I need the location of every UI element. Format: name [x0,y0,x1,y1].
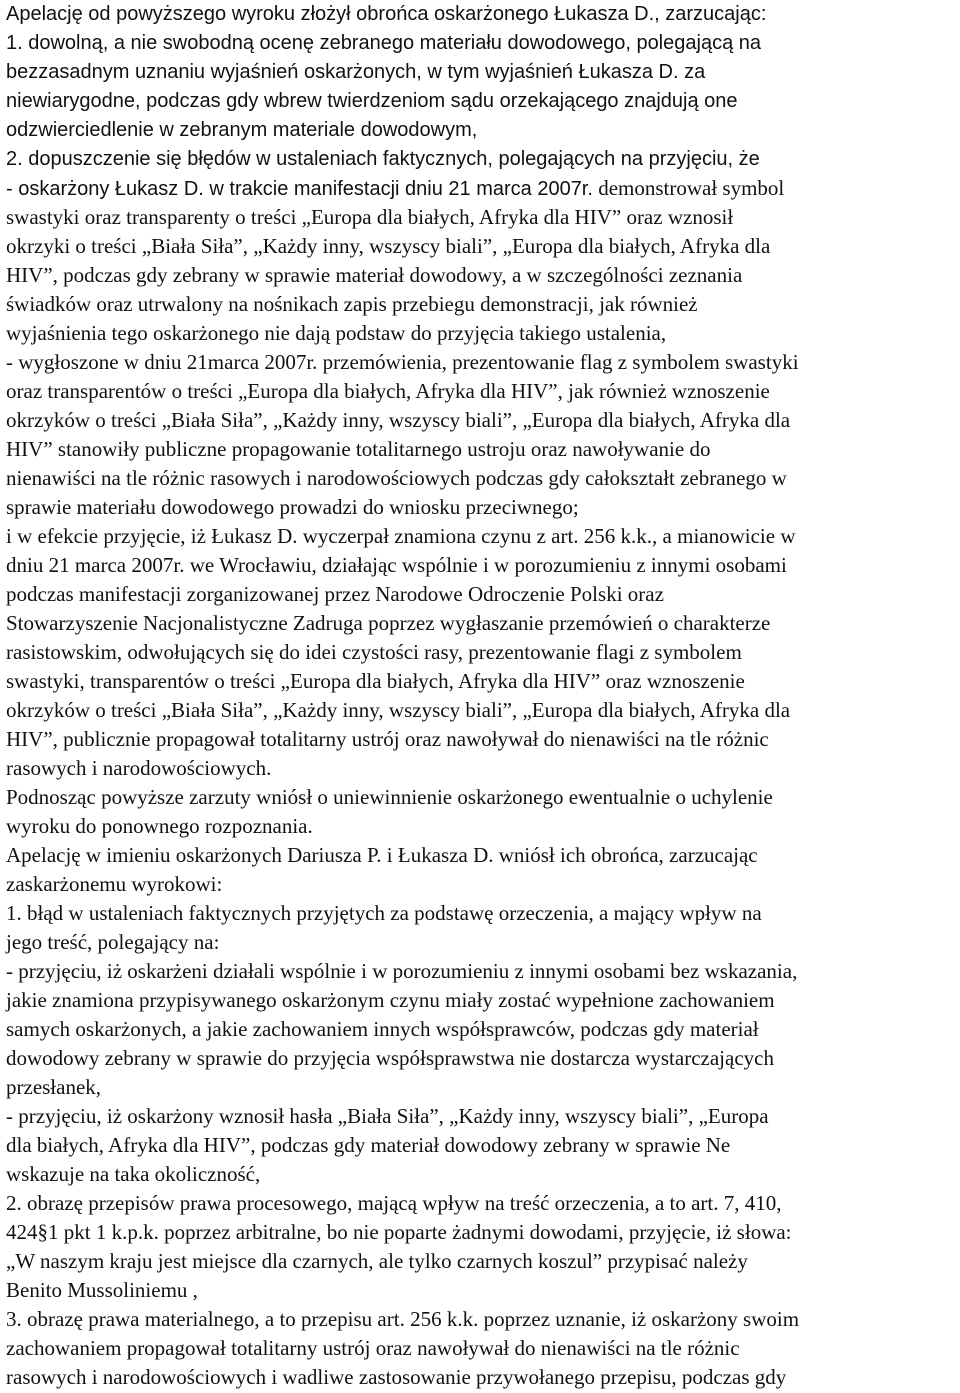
text-line: zaskarżonemu wyrokowi: [6,872,223,896]
text-line: dniu 21 marca 2007r. we Wrocławiu, działając wspólnie i w porozumieniu z innymi osobami [6,553,787,577]
text-line: dla białych, Afryka dla HIV”, podczas gdy materiał dowodowy zebrany w sprawie Ne [6,1133,731,1157]
text-line: okrzyki o treści „Biała Siła”, „Każdy inny, wszyscy biali”, „Europa dla białych, Afryka dla [6,234,771,258]
text-segment: - oskarżony Łukasz D. w trakcie manifestacji dniu 21 marca 2007r. [6,178,593,200]
text-line: 2. dopuszczenie się błędów w ustaleniach faktycznych, polegających na przyjęciu, że [6,148,760,170]
text-line: swastyki oraz transparenty o treści „Europa dla białych, Afryka dla HIV” oraz wznosił [6,205,734,229]
text-line: 2. obrazę przepisów prawa procesowego, mającą wpływ na treść orzeczenia, a to art. 7, 410, [6,1191,782,1215]
text-line: rasistowskim, odwołujących się do idei czystości rasy, prezentowanie flagi z symbolem [6,640,742,664]
text-line-mixed [6,174,960,203]
text-line: wskazuje na taka okoliczność, [6,1162,261,1186]
text-line: HIV” stanowiły publiczne propagowanie totalitarnego ustroju oraz nawoływanie do [6,437,711,461]
text-line: sprawie materiału dowodowego prowadzi do wniosku przeciwnego; [6,495,579,519]
text-line: HIV”, publicznie propagował totalitarny ustrój oraz nawoływał do nienawiści na tle różnic [6,727,769,751]
text-line: - wygłoszone w dniu 21marca 2007r. przemówienia, prezentowanie flag z symbolem swastyki [6,350,799,374]
text-line: Stowarzyszenie Nacjonalistyczne Zadruga poprzez wygłaszanie przemówień o charakterze [6,611,771,635]
text-line: 424§1 pkt 1 k.p.k. poprzez arbitralne, bo nie poparte żadnymi dowodami, przyjęcie, iż słowa: [6,1220,792,1244]
text-line: Podnosząc powyższe zarzuty wniósł o uniewinnienie oskarżonego ewentualnie o uchylenie [6,785,773,809]
text-line: i w efekcie przyjęcie, iż Łukasz D. wyczerpał znamiona czynu z art. 256 k.k., a mianowicie w [6,524,796,548]
text-line: okrzyków o treści „Biała Siła”, „Każdy inny, wszyscy biali”, „Europa dla białych, Afryka dla [6,408,791,432]
text-segment: demonstrował symbol [592,176,785,200]
text-line: odzwierciedlenie w zebranym materiale dowodowym, [6,119,478,141]
text-line: bezzasadnym uznaniu wyjaśnień oskarżonych, w tym wyjaśnień Łukasza D. za [6,61,706,83]
text-line: wyroku do ponownego rozpoznania. [6,814,313,838]
text-line: „W naszym kraju jest miejsce dla czarnych, ale tylko czarnych koszul” przypisać należy [6,1249,748,1273]
text-line: 1. błąd w ustaleniach faktycznych przyjętych za podstawę orzeczenia, a mający wpływ na [6,901,762,925]
text-line: 3. obrazę prawa materialnego, a to przepisu art. 256 k.k. poprzez uznanie, iż oskarżony swoim [6,1307,800,1331]
text-line: wyjaśnienia tego oskarżonego nie dają podstaw do przyjęcia takiego ustalenia, [6,321,667,345]
text-line: 1. dowolną, a nie swobodną ocenę zebranego materiału dowodowego, polegającą na [6,32,761,54]
text-line: rasowych i narodowościowych i wadliwe zastosowanie przywołanego przepisu, podczas gdy [6,1365,787,1389]
text-line: rasowych i narodowościowych. [6,756,272,780]
text-line: świadków oraz utrwalony na nośnikach zapis przebiegu demonstracji, jak również [6,292,698,316]
text-line: nienawiści na tle różnic rasowych i narodowościowych podczas gdy całokształt zebranego w [6,466,787,490]
text-line: zachowaniem propagował totalitarny ustrój oraz nawoływał do nienawiści na tle różnic [6,1336,740,1360]
text-line: jego treść, polegający na: [6,930,220,954]
text-line: oraz transparentów o treści „Europa dla białych, Afryka dla HIV”, jak również wznoszenie [6,379,770,403]
text-line: niewiarygodne, podczas gdy wbrew twierdzeniom sądu orzekającego znajdują one [6,90,738,112]
text-line: okrzyków o treści „Biała Siła”, „Każdy inny, wszyscy biali”, „Europa dla białych, Afryka dla [6,698,791,722]
text-line: jakie znamiona przypisywanego oskarżonym czynu miały zostać wypełnione zachowaniem [6,988,775,1012]
text-line: HIV”, podczas gdy zebrany w sprawie materiał dowodowy, a w szczególności zeznania [6,263,743,287]
text-line: Benito Mussoliniemu , [6,1278,198,1302]
text-line: Apelację od powyższego wyroku złożył obrońca oskarżonego Łukasza D., zarzucając: [6,3,767,25]
text-line: - przyjęciu, iż oskarżony wznosił hasła „Biała Siła”, „Każdy inny, wszyscy biali”, „Europa [6,1104,769,1128]
text-line: Apelację w imieniu oskarżonych Dariusza P. i Łukasza D. wniósł ich obrońca, zarzucając [6,843,758,867]
text-line: swastyki, transparentów o treści „Europa dla białych, Afryka dla HIV” oraz wznoszenie [6,669,745,693]
text-line: dowodowy zebrany w sprawie do przyjęcia współsprawstwa nie dostarcza wystarczających [6,1046,774,1070]
text-line: przesłanek, [6,1075,102,1099]
text-line: samych oskarżonych, a jakie zachowaniem innych współsprawców, podczas gdy materiał [6,1017,759,1041]
document-page [6,0,960,1392]
text-line: - przyjęciu, iż oskarżeni działali wspólnie i w porozumieniu z innymi osobami bez wskazania, [6,959,798,983]
text-line: podczas manifestacji zorganizowanej przez Narodowe Odroczenie Polski oraz [6,582,664,606]
